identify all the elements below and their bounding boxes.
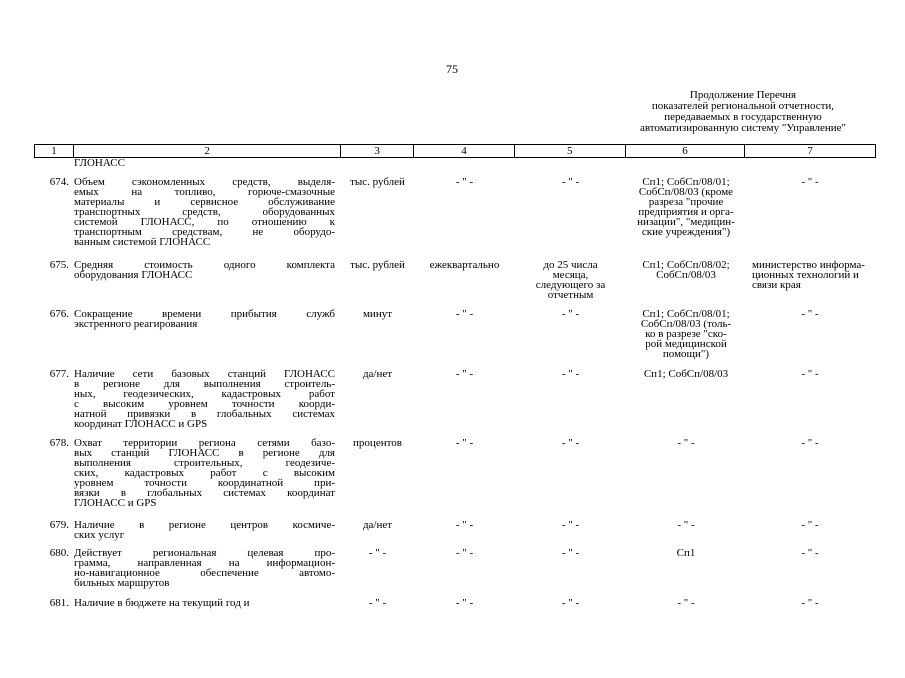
row-number-cell: 680. <box>49 547 69 559</box>
indicator-name-line: Средняя стоимость одного комплекта <box>74 259 335 271</box>
reporting-forms-cell <box>626 438 746 518</box>
indicator-name-line: транспортных средств, оборудованных <box>74 206 335 218</box>
reporting-forms-line: СобСп/08/03 (кроме <box>638 186 734 198</box>
table-row <box>34 598 876 678</box>
reporting-forms-line: разреза "прочие <box>648 196 724 208</box>
indicator-name-line: Объем сэкономленных средств, выделя- <box>74 176 335 188</box>
continuation-heading-line: показателей региональной отчетности, <box>651 100 835 112</box>
reporting-forms-cell <box>626 177 746 257</box>
unit-of-measure-line: тыс. рублей <box>350 259 405 271</box>
row-number-cell: 675. <box>49 259 69 271</box>
indicator-name-line: с высоким уровнем точности коорди- <box>74 398 335 410</box>
submission-deadline-line: - " - <box>561 176 580 188</box>
indicator-name-line: Наличие в регионе центров космиче- <box>74 519 335 531</box>
unit-of-measure-cell <box>341 598 414 678</box>
row-number-cell: 676. <box>49 308 69 320</box>
indicator-name-line: грамма, направленная на информацион- <box>74 557 335 569</box>
indicator-name-line: ных, геодезических, кадастровых работ <box>74 388 335 400</box>
submission-deadline-line: - " - <box>561 368 580 380</box>
indicator-name-cell <box>73 438 341 518</box>
indicator-name-line: координат ГЛОНАСС и GPS <box>74 418 208 430</box>
indicator-name-line: натной привязки в глобальных системах <box>74 408 335 420</box>
periodicity-line: - " - <box>455 547 474 559</box>
reporting-forms-line: Сп1; СобСп/08/01; <box>642 176 730 188</box>
indicator-name-line: емых на топливо, горюче-смазочные <box>74 186 335 198</box>
indicator-name-line: системой ГЛОНАСС, по отношению к <box>74 216 335 228</box>
row-number-cell: 681. <box>49 597 69 609</box>
responsible-body-line: связи края <box>752 279 801 291</box>
unit-of-measure-line: да/нет <box>362 368 393 380</box>
submission-deadline-line: - " - <box>561 308 580 320</box>
submission-deadline-line: - " - <box>561 437 580 449</box>
reporting-forms-line: СобСп/08/03 <box>656 269 716 281</box>
page-number: 75 <box>446 62 458 76</box>
reporting-forms-line: - " - <box>677 437 695 449</box>
responsible-body-line: - " - <box>801 368 819 380</box>
row-number-cell: 679. <box>49 519 69 531</box>
reporting-forms-line: помощи") <box>662 348 710 360</box>
indicator-name-line: Наличие в бюджете на текущий год и <box>74 597 250 609</box>
unit-of-measure-line: - " - <box>368 547 387 559</box>
reporting-forms-cell <box>626 598 746 678</box>
submission-deadline-line: месяца, <box>552 269 589 281</box>
indicator-name-cell <box>73 177 341 257</box>
reporting-forms-line: Сп1; СобСп/08/02; <box>642 259 730 271</box>
reporting-forms-line: ские учреждения") <box>641 226 731 238</box>
responsible-body-line: - " - <box>801 308 819 320</box>
indicator-name-line: уровнем точности координатной при- <box>74 477 335 489</box>
indicator-name-line: Действует региональная целевая про- <box>74 547 335 559</box>
indicator-name-line: Наличие сети базовых станций ГЛОНАСС <box>74 368 335 380</box>
indicator-name-line: Охват территории региона сетями базо- <box>74 437 335 449</box>
responsible-body-cell <box>746 438 876 518</box>
responsible-body-line: министерство информа- <box>752 259 865 271</box>
periodicity-line: - " - <box>455 437 474 449</box>
responsible-body-line: - " - <box>801 176 819 188</box>
responsible-body-line: - " - <box>801 597 819 609</box>
periodicity-line: - " - <box>455 368 474 380</box>
indicator-name-line: ских услуг <box>74 529 125 541</box>
submission-deadline-line: следующего за <box>535 279 606 291</box>
column-header-1: 1 <box>35 145 74 157</box>
reporting-forms-line: - " - <box>677 519 695 531</box>
indicator-name-line: материалы и сервисное обслуживание <box>74 196 335 208</box>
submission-deadline-line: - " - <box>561 519 580 531</box>
reporting-forms-line: - " - <box>677 597 695 609</box>
indicator-name-line: оборудования ГЛОНАСС <box>74 269 193 281</box>
unit-of-measure-cell <box>341 438 414 518</box>
continuation-heading-line: автоматизированную систему "Управление" <box>639 122 847 134</box>
responsible-body-line: - " - <box>801 547 819 559</box>
indicator-name-line: вых станций ГЛОНАСС в регионе для <box>74 447 335 459</box>
reporting-forms-line: ко в разрезе "ско- <box>645 328 727 340</box>
periodicity-cell <box>414 598 515 678</box>
submission-deadline-line: - " - <box>561 547 580 559</box>
unit-of-measure-cell <box>341 177 414 257</box>
reporting-forms-line: Сп1; СобСп/08/03 <box>643 368 729 380</box>
periodicity-line: - " - <box>455 176 474 188</box>
submission-deadline-line: - " - <box>561 597 580 609</box>
row-number-cell: 678. <box>49 437 69 449</box>
responsible-body-line: - " - <box>801 437 819 449</box>
indicator-name-cell <box>73 598 341 678</box>
table-row <box>34 438 876 518</box>
periodicity-line: - " - <box>455 308 474 320</box>
column-header-7: 7 <box>807 145 813 157</box>
reporting-forms-line: СобСп/08/03 (толь- <box>640 318 732 330</box>
responsible-body-cell <box>746 598 876 678</box>
submission-deadline-line: до 25 числа <box>543 259 598 271</box>
unit-of-measure-line: минут <box>362 308 393 320</box>
reporting-forms-line: рой медицинской <box>645 338 727 350</box>
periodicity-line: - " - <box>455 597 474 609</box>
indicator-name-line: ванным системой ГЛОНАСС <box>74 236 211 248</box>
indicator-name-line: но-навигационное обеспечение автомо- <box>74 567 335 579</box>
indicator-name-line: экстренного реагирования <box>74 318 198 330</box>
indicator-name-line: вязки в глобальных системах координат <box>74 487 335 499</box>
continuation-heading <box>618 90 868 134</box>
unit-of-measure-line: тыс. рублей <box>350 176 405 188</box>
periodicity-line: - " - <box>455 519 474 531</box>
column-header-6: 6 <box>626 145 746 157</box>
reporting-forms-line: Сп1; СобСп/08/01; <box>642 308 730 320</box>
continuation-heading-line: передаваемых в государственную <box>664 111 822 123</box>
responsible-body-cell <box>746 177 876 257</box>
submission-deadline-line: отчетным <box>547 289 594 301</box>
reporting-forms-line: низации", "медицин- <box>637 216 735 228</box>
responsible-body-line: - " - <box>801 519 819 531</box>
indicator-name-line: транспортным средствам, не оборудо- <box>74 226 335 238</box>
column-header-3: 3 <box>341 145 414 157</box>
unit-of-measure-line: - " - <box>368 597 387 609</box>
indicator-name-line: выполнения строительных, геодезиче- <box>74 457 335 469</box>
column-header-5: 5 <box>515 145 626 157</box>
unit-of-measure-line: да/нет <box>362 519 393 531</box>
periodicity-line: ежеквартально <box>429 259 500 271</box>
reporting-forms-line: Сп1 <box>676 547 696 559</box>
continuation-heading-line: Продолжение Перечня <box>689 89 797 101</box>
table-header-row <box>34 144 876 158</box>
indicator-name-line: в регионе для выполнения строитель- <box>74 378 335 390</box>
periodicity-cell <box>414 177 515 257</box>
periodicity-cell <box>414 438 515 518</box>
reporting-forms-line: предприятия и орга- <box>638 206 734 218</box>
column-header-4: 4 <box>414 145 515 157</box>
column-header-2: 2 <box>74 145 341 157</box>
table-row <box>34 177 876 257</box>
row-number-cell: 677. <box>49 368 69 380</box>
submission-deadline-cell <box>515 177 626 257</box>
indicator-name-line: ских, кадастровых работ с высоким <box>74 467 335 479</box>
submission-deadline-cell <box>515 438 626 518</box>
unit-of-measure-line: процентов <box>353 437 402 449</box>
indicator-name-line: Сокращение времени прибытия служб <box>74 308 335 320</box>
responsible-body-line: ционных технологий и <box>752 269 859 281</box>
indicator-name-line: бильных маршрутов <box>74 577 170 589</box>
row-number-cell: 674. <box>49 176 69 188</box>
continued-text: ГЛОНАСС <box>74 157 125 169</box>
submission-deadline-cell <box>515 598 626 678</box>
indicator-name-line: ГЛОНАСС и GPS <box>74 497 157 509</box>
